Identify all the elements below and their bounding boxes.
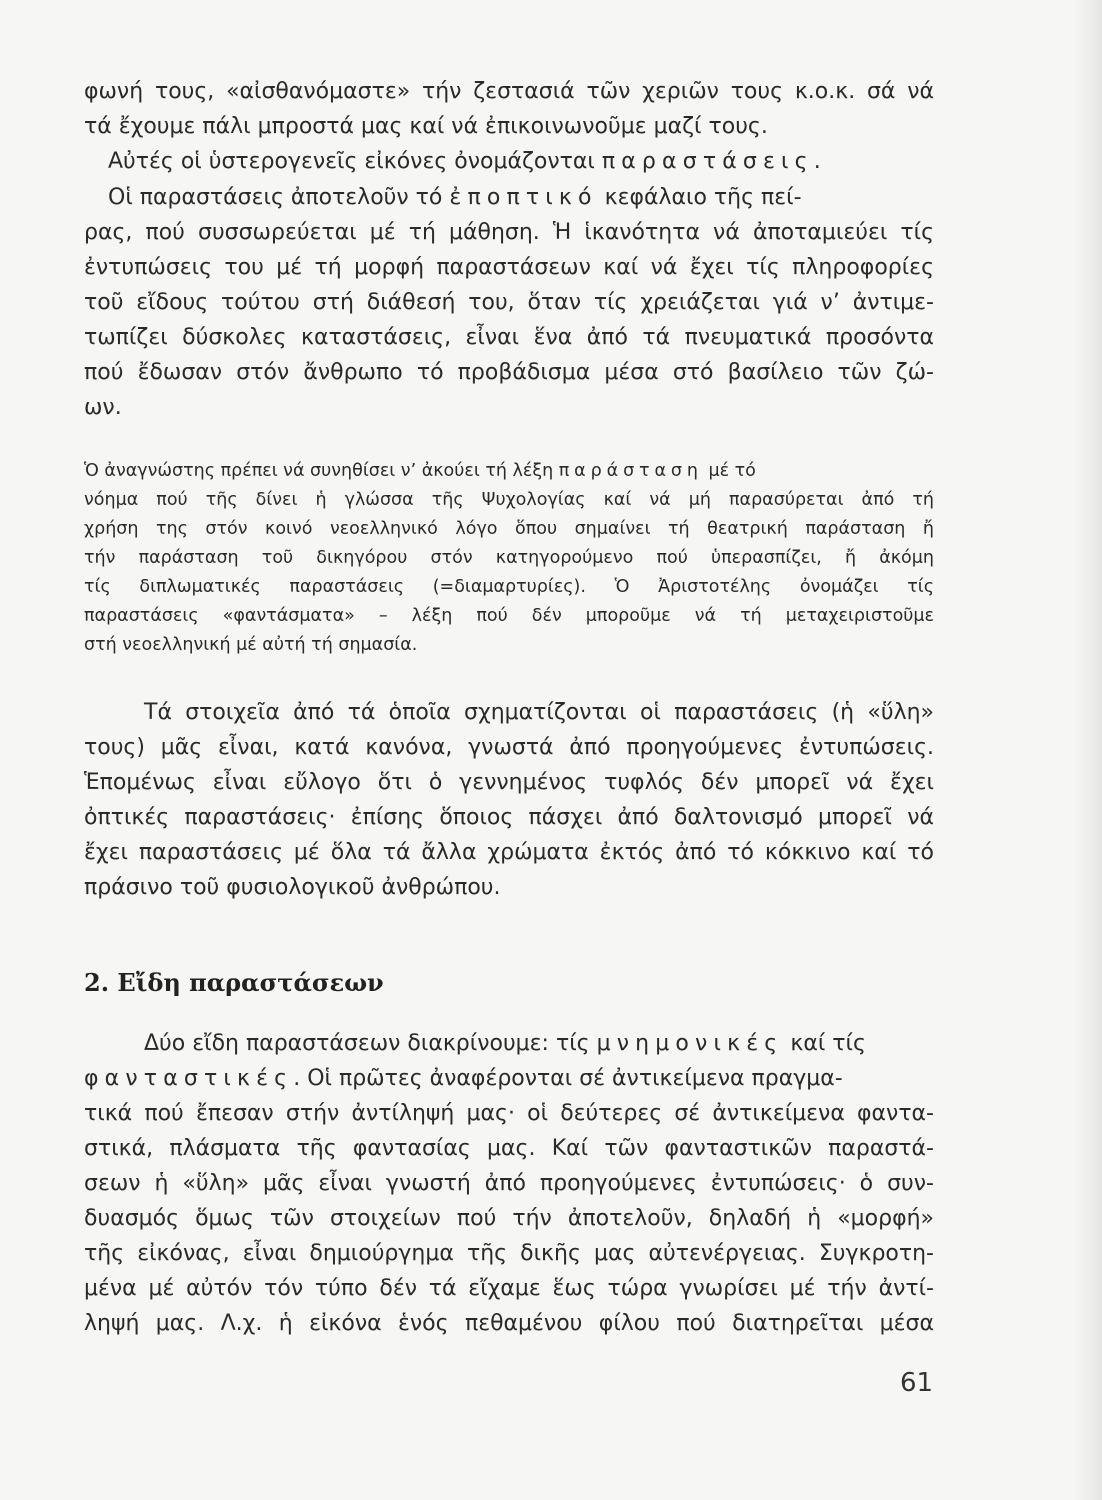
text-line: τους) μᾶς εἶναι, κατά κανόνα, γνωστά ἀπό προηγούμενες ἐντυπώσεις. xyxy=(84,735,934,760)
emphasis-term: ἐποπτικό xyxy=(449,185,598,210)
emphasis-term: παραστάσεις xyxy=(601,149,814,174)
footnote-line: τίς διπλωματικές παραστάσεις (=διαμαρτυρίες). Ὁ Ἀριστοτέλης ὀνομάζει τίς xyxy=(84,577,934,597)
text-line: πού ἔδωσαν στόν ἄνθρωπο τό προβάδισμα μέσα στό βασίλειο τῶν ζώ- xyxy=(84,360,934,385)
text-span: Οἱ παραστάσεις ἀποτελοῦν τό xyxy=(108,185,450,210)
text-span: . xyxy=(813,149,821,174)
text-line: πράσινο τοῦ φυσιολογικοῦ ἀνθρώπου. xyxy=(84,875,501,900)
text-line: ληψή μας. Λ.χ. ἡ εἰκόνα ἑνός πεθαμένου φίλου πού διατηρεῖται μέσα xyxy=(84,1311,934,1336)
text-line: φωνή τους, «αἰσθανόμαστε» τήν ζεστασιά τῶν χεριῶν τους κ.ο.κ. σά νά xyxy=(84,79,934,104)
text-line: Τά στοιχεῖα ἀπό τά ὁποῖα σχηματίζονται οἱ παραστάσεις (ἡ «ὕλη» xyxy=(144,700,934,725)
text-line: ρας, πού συσσωρεύεται μέ τή μάθηση. Ἡ ἱκανότητα νά ἀποταμιεύει τίς xyxy=(84,220,934,245)
text-line: μένα μέ αὐτόν τόν τύπο δέν τά εἴχαμε ἕως τώρα γνωρίσει μέ τήν ἀντί- xyxy=(84,1276,934,1301)
text-line: ἐντυπώσεις του μέ τή μορφή παραστάσεων καί νά ἔχει τίς πληροφορίες xyxy=(84,255,934,280)
footnote-line: στή νεοελληνική μέ αὐτή τή σημασία. xyxy=(84,635,418,655)
text-line: τῆς εἰκόνας, εἶναι δημιούργημα τῆς δικῆς μας αὐτενέργειας. Συγκροτη- xyxy=(84,1241,934,1266)
text-line: στικά, πλάσματα τῆς φαντασίας μας. Καί τῶν φανταστικῶν παραστά- xyxy=(84,1136,934,1161)
text-line xyxy=(84,1064,934,1094)
text-line: δυασμός ὅμως τῶν στοιχείων πού τήν ἀποτελοῦν, δηλαδή ἡ «μορφή» xyxy=(84,1206,934,1231)
text-line: τά ἔχουμε πάλι μπροστά μας καί νά ἐπικοινωνοῦμε μαζί τους. xyxy=(84,114,768,139)
text-line: τωπίζει δύσκολες καταστάσεις, εἶναι ἕνα ἀπό τά πνευματικά προσόντα xyxy=(84,325,934,350)
footnote-line xyxy=(84,459,934,483)
page-edge-shadow xyxy=(1074,0,1102,1500)
text-span: Ὁ ἀναγνώστης πρέπει νά συνηθίσει ν’ ἀκούει τή λέξη xyxy=(84,461,559,481)
footnote-line: νόημα πού τῆς δίνει ἡ γλώσσα τῆς Ψυχολογίας καί νά μή παρασύρεται ἀπό τή xyxy=(84,490,934,510)
text-line xyxy=(108,183,934,213)
text-span: μέ τό xyxy=(702,461,756,481)
text-line: Ἑπομένως εἶναι εὔλογο ὅτι ὁ γεννημένος τυφλός δέν μπορεῖ νά ἔχει xyxy=(84,770,934,795)
text-line xyxy=(108,147,934,177)
text-line: ων. xyxy=(84,395,122,420)
emphasis-term: μνημονικές xyxy=(596,1031,784,1056)
text-line: τικά πού ἔπεσαν στήν ἀντίληψή μας· οἱ δεύτερες σέ ἀντικείμενα φαντα- xyxy=(84,1101,934,1126)
footnote-line: παραστάσεις «φαντάσματα» – λέξη πού δέν μποροῦμε νά τή μεταχειριστοῦμε xyxy=(84,606,934,626)
footnote-line: χρήση της στόν κοινό νεοελληνικό λόγο ὅπου σημαίνει τή θεατρική παράσταση ἤ xyxy=(84,519,934,539)
text-span: κεφάλαιο τῆς πεί- xyxy=(597,185,802,210)
footnote-line: τήν παράσταση τοῦ δικηγόρου στόν κατηγορούμενο πού ὑπερασπίζει, ἤ ἀκόμη xyxy=(84,548,934,568)
text-line: σεων ἡ «ὕλη» μᾶς εἶναι γνωστή ἀπό προηγούμενες ἐντυπώσεις· ὁ συν- xyxy=(84,1171,934,1196)
text-span: Αὐτές οἱ ὑστερογενεῖς εἰκόνες ὀνομάζονται xyxy=(108,149,602,174)
text-line: ἔχει παραστάσεις μέ ὅλα τά ἄλλα χρώματα ἐκτός ἀπό τό κόκκινο καί τό xyxy=(84,840,934,865)
text-line xyxy=(144,1029,934,1059)
text-span: . Οἱ πρῶτες ἀναφέρονται σέ ἀντικείμενα πραγμα- xyxy=(293,1066,843,1091)
emphasis-term: παράσταση xyxy=(558,461,703,481)
emphasis-term: φανταστικές xyxy=(84,1066,294,1091)
text-span: Δύο εἴδη παραστάσεων διακρίνουμε: τίς xyxy=(144,1031,597,1056)
text-line: τοῦ εἴδους τούτου στή διάθεσή του, ὅταν τίς χρειάζεται γιά ν’ ἀντιμε- xyxy=(84,290,934,315)
section-heading: 2. Εἴδη παραστάσεων xyxy=(84,968,384,997)
page-number: 61 xyxy=(900,1368,934,1398)
text-line: ὀπτικές παραστάσεις· ἐπίσης ὅποιος πάσχει ἀπό δαλτονισμό μπορεῖ νά xyxy=(84,805,934,830)
text-span: καί τίς xyxy=(783,1031,866,1056)
